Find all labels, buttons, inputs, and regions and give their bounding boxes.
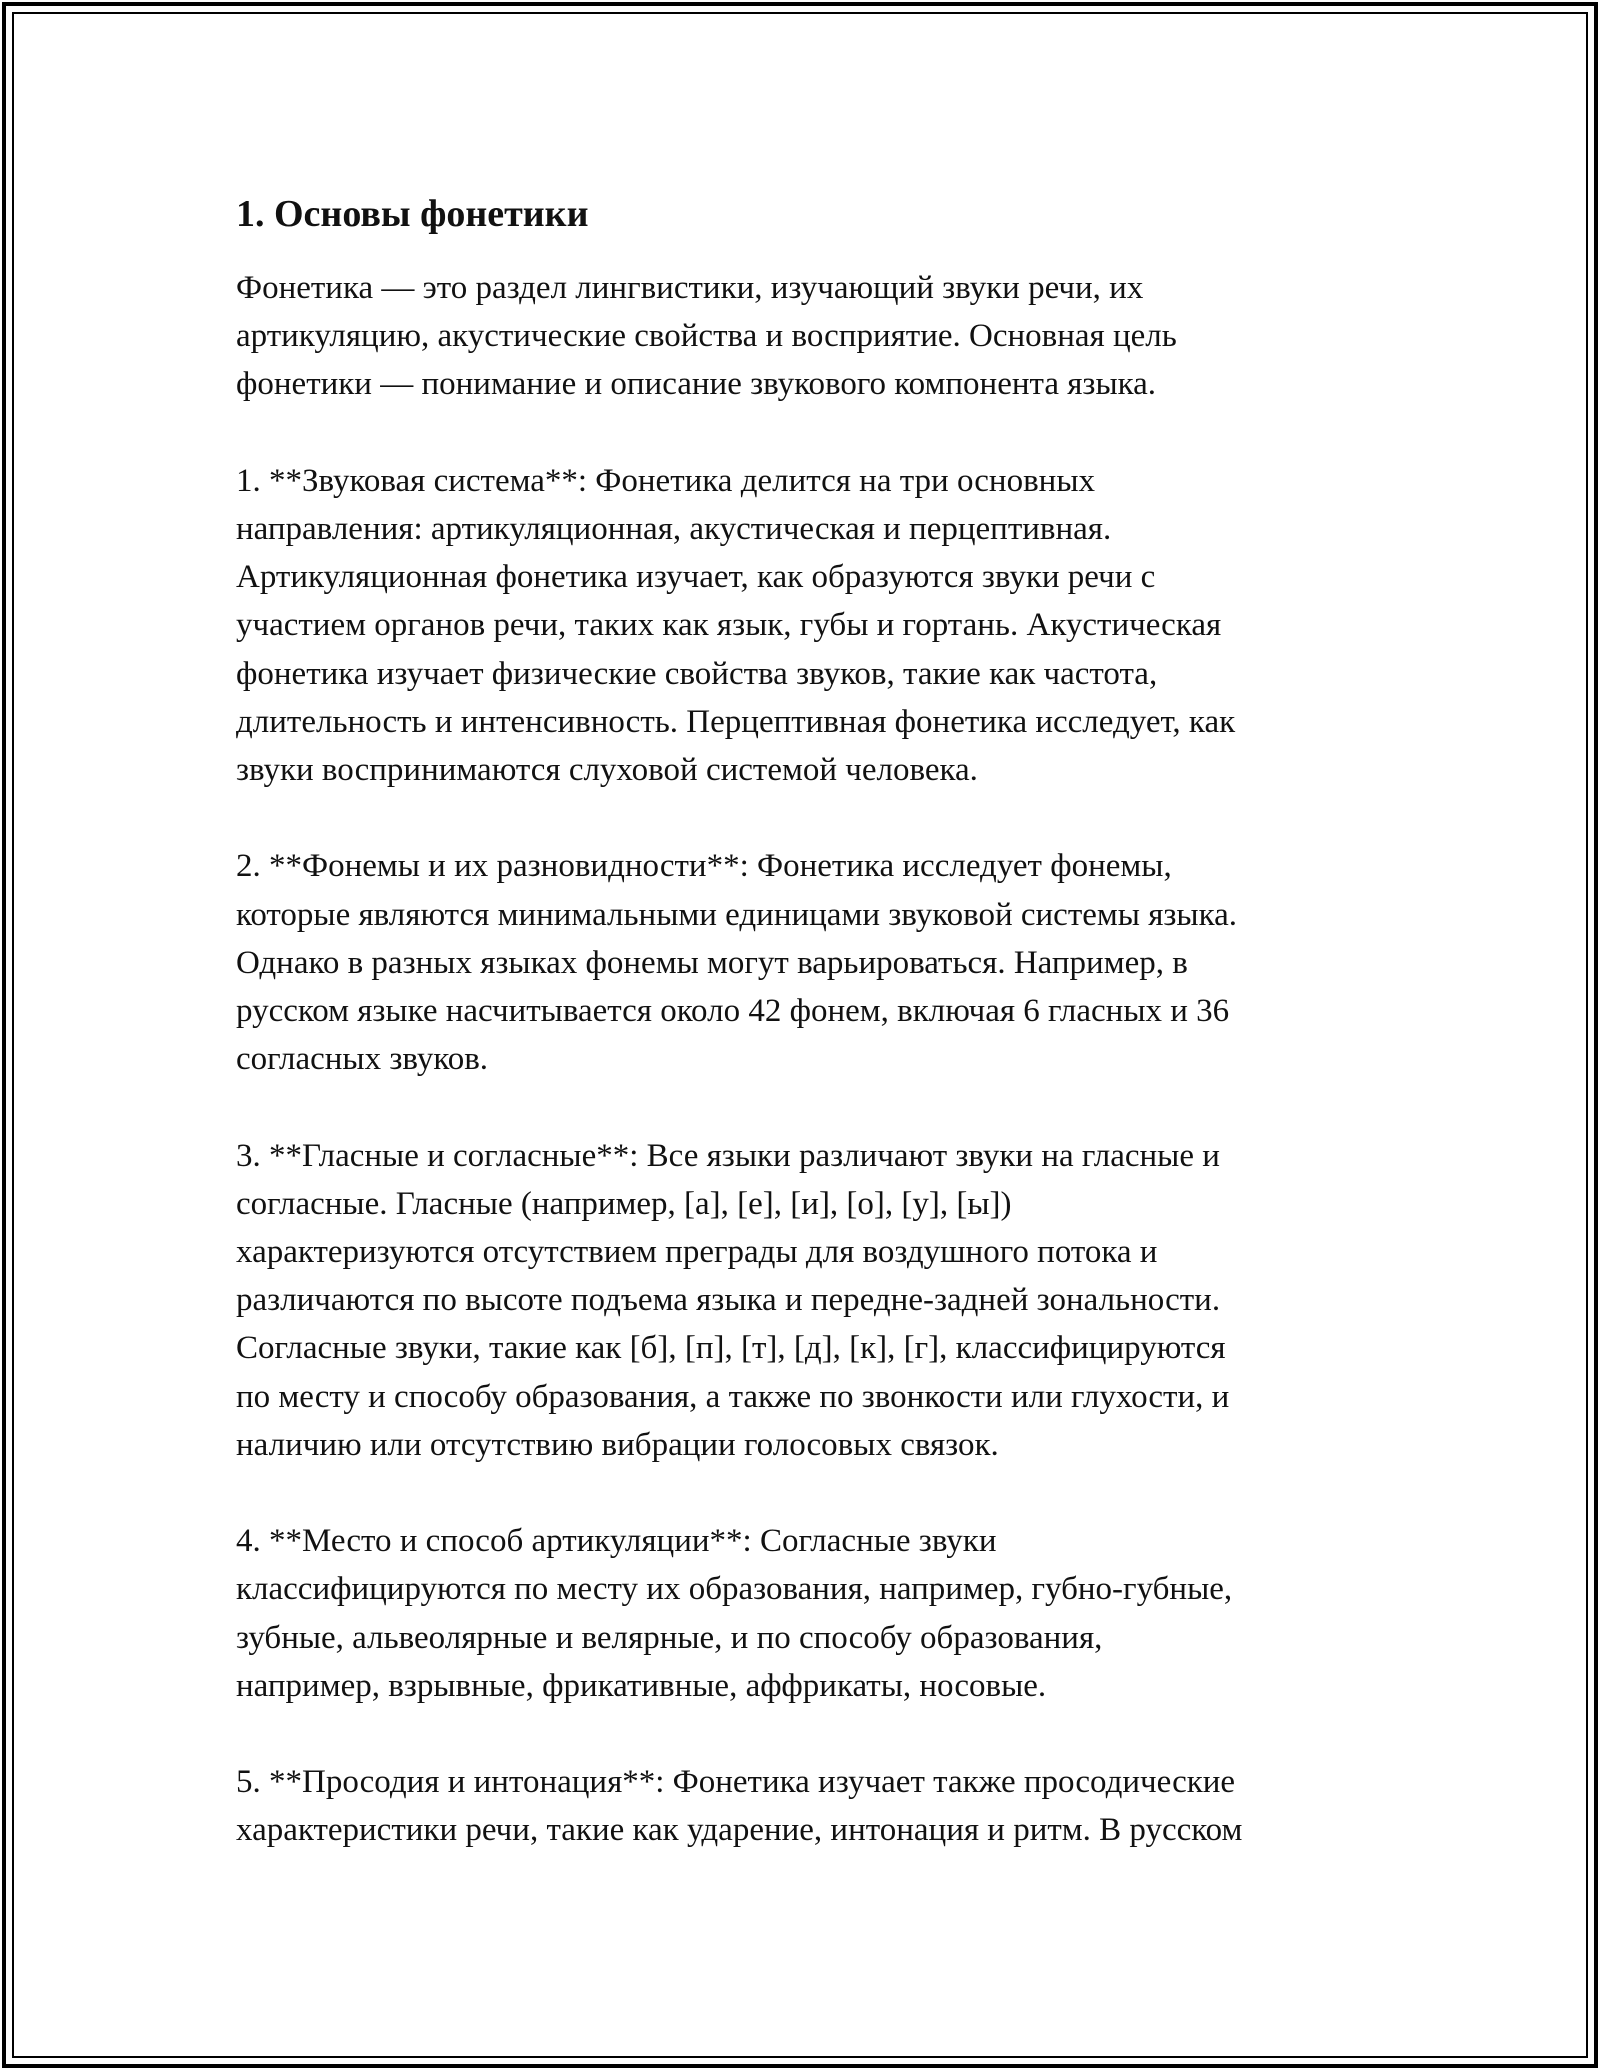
section-heading: 1. Основы фонетики <box>236 193 589 235</box>
paragraph-gap <box>236 409 1386 457</box>
paragraph-gap <box>236 794 1386 842</box>
list-item-prosody: 5. **Просодия и интонация**: Фонетика изучает также просодические характеристики речи, такие как ударение, интонация и ритм. В русском <box>236 1764 1243 1849</box>
document-body <box>236 186 1386 1855</box>
paragraph-gap <box>236 1469 1386 1517</box>
intro-paragraph: Фонетика — это раздел лингвистики, изучающий звуки речи, их артикуляцию, акустические свойства и восприятие. Основная цель фонетики — понимание и описание звукового компонента языка. <box>236 270 1177 403</box>
paragraph-gap <box>236 1710 1386 1758</box>
list-item-articulation: 4. **Место и способ артикуляции**: Согласные звуки классифицируются по месту их образования, например, губно-губные, зубные, альвеолярные и велярные, и по способу образования, например, взрывные, фрикативные, аффрикаты, носовые. <box>236 1523 1233 1704</box>
list-item-vowels-consonants: 3. **Гласные и согласные**: Все языки различают звуки на гласные и согласные. Гласные (например, [а], [е], [и], [о], [у], [ы]) характеризуются отсутствием преграды для воздушного потока и различаются по высоте подъема языка и передне-задней зональности. Согласные звуки, такие как [б], [п], [т], [д], [к], [г], классифицируются по месту и способу образования, а также по звонкости или глухости, и наличию или отсутствию вибрации голосовых связок. <box>236 1137 1230 1463</box>
list-item-phonemes: 2. **Фонемы и их разновидности**: Фонетика исследует фонемы, которые являются минимальными единицами звуковой системы языка. Однако в разных языках фонемы могут варьироваться. Например, в русском языке насчитывается около 42 фонем, включая 6 гласных и 36 согласных звуков. <box>236 848 1238 1078</box>
list-item-sound-system: 1. **Звуковая система**: Фонетика делится на три основных направления: артикуляционная, акустическая и перцептивная. Артикуляционная фонетика изучает, как образуются звуки речи с участием органов речи, таких как язык, губы и гортань. Акустическая фонетика изучает физические свойства звуков, такие как частота, длительность и интенсивность. Перцептивная фонетика исследует, как звуки воспринимаются слуховой системой человека. <box>236 462 1236 789</box>
spacer <box>236 242 1386 264</box>
paragraph-gap <box>236 1083 1386 1131</box>
